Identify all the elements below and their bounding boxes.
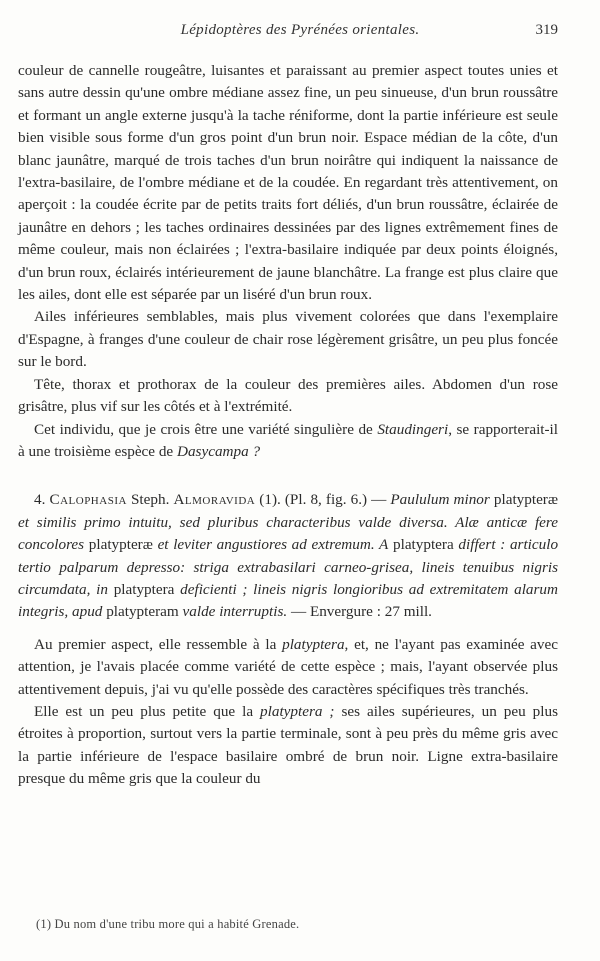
paragraph-hindwing-description: Ailes inférieures semblables, mais plus vivement colorées que dans l'exemplaire d'Espagne, à franges d'une couleur de chair rose légèrement grisâtre, un peu plus foncée sur le bord.	[18, 308, 558, 371]
paragraph-first-aspect	[18, 634, 558, 701]
text-span: platypteræ	[88, 536, 153, 554]
text-span: ses ailes supérieures, un peu plus étroites à proportion, surtout vers la partie terminale, sont à peu près du même gris avec la partie inférieure de l'espace basilaire ombré de brun noir. Ligne extra-basilaire presque du même gris que la couleur du	[18, 702, 558, 788]
species-entry-calophasia-almoravida	[18, 489, 558, 623]
latin-diagnosis: differt : articulo tertio palparum depresso: striga extrabasilari carneo-grisea, lineis tenuibus nigris circumdata, in	[18, 536, 559, 598]
genus-author: Steph.	[130, 491, 170, 509]
wingspan: — Envergure : 27 mill.	[290, 603, 432, 621]
latin-diagnosis: et leviter angustiores ad extremum. A	[157, 536, 389, 554]
paragraph-size-comparison	[18, 701, 558, 791]
latin-diagnosis: et similis primo intuitu, sed pluribus characteribus valde diversa. Alæ anticæ fere concolores	[18, 513, 558, 554]
text-span: platyptera	[393, 536, 454, 554]
paragraph-body-description: Tête, thorax et prothorax de la couleur des premières ailes. Abdomen d'un rose grisâtre, plus vif sur les côtés et à l'extrémité.	[18, 375, 558, 416]
page-number: 319	[535, 22, 558, 38]
species-name-platyptera: platyptera ;	[260, 702, 335, 720]
genus-name: Calophasia	[49, 491, 127, 509]
text-span: platypteræ	[493, 491, 558, 509]
latin-diagnosis: deficienti ; lineis nigris longioribus ad extremitatem alarum integris, apud	[18, 580, 558, 621]
text-span: platyptera	[113, 580, 175, 598]
running-title: Lépidoptères des Pyrénées orientales.	[180, 22, 420, 38]
latin-diagnosis: valde interruptis.	[182, 603, 288, 621]
genus-name-dasycampa: Dasycampa ?	[176, 442, 261, 460]
species-name: Almoravida	[173, 491, 256, 509]
text-span: platypteram	[106, 603, 179, 621]
text-span: , se rapporterait-il à une troisième espèce de	[18, 420, 558, 460]
text-span: Elle est un peu plus petite que la	[34, 702, 261, 720]
section-spacer	[18, 463, 558, 489]
text-span: , et, ne l'ayant pas examinée avec attention, je l'avais placée comme variété de cette espèce ; mais, l'ayant observée plus attentivement depuis, j'ai vu qu'elle possède des caractères spécifiques très tranchés.	[18, 635, 558, 698]
footnote: (1) Du nom d'une tribu more qui a habité Grenade.	[36, 917, 300, 931]
species-name-platyptera: platyptera	[282, 635, 345, 653]
text-span: Cet individu, que je crois être une variété singulière de	[34, 420, 378, 438]
section-spacer	[18, 624, 558, 634]
species-number: 4.	[34, 491, 46, 509]
plate-reference: (1). (Pl. 8, fig. 6.) —	[259, 491, 387, 509]
text-span: Au premier aspect, elle ressemble à la	[34, 635, 283, 653]
running-header	[0, 22, 600, 44]
latin-diagnosis: Paululum minor	[390, 491, 490, 509]
paragraph-dasycampa-question	[18, 419, 558, 464]
paragraph-forewing-description: couleur de cannelle rougeâtre, luisantes et paraissant au premier aspect toutes unies et sans autre dessin qu'une ombre médiane assez fine, un peu sinueuse, d'un brun roussâtre et formant un angle externe jusqu'à la tache réniforme, dont la partie inférieure est seule bien visible sous forme d'un gros point d'un brun noir. Espace médian de la côte, d'un blanc jaunâtre, marqué de trois taches d'un brun noirâtre qui indiquent la naissance de l'extra-basilaire, de l'ombre médiane et de la coudée. En regardant très attentivement, on aperçoit : la coudée écrite par de petits traits fort déliés, d'un brun roussâtre, éclairée de jaunâtre en dehors ; les taches ordinaires dessinées par des lignes extrêmement fines de même couleur, mais non éclairées ; l'extra-basilaire indiquée par deux points éloignés, d'un brun roux, éclairés intérieurement de jaune blanchâtre. La frange est plus claire que les ailes, dont elle est séparée par un liséré d'un brun roux.	[18, 62, 558, 304]
species-name-staudingeri: Staudingeri	[377, 420, 449, 438]
page-body	[18, 60, 558, 791]
